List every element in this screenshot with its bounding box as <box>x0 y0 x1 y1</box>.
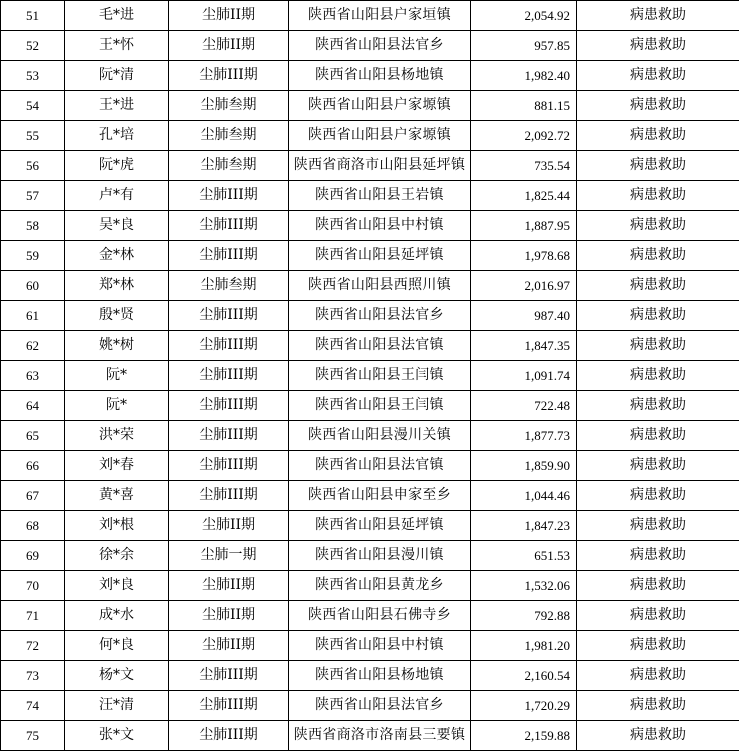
row-number-cell: 67 <box>1 481 65 511</box>
aid-type-cell: 病患救助 <box>577 541 739 571</box>
table-row <box>1 151 739 181</box>
row-number-cell: 56 <box>1 151 65 181</box>
recipient-name-cell: 汪*清 <box>65 691 169 721</box>
address-cell: 陕西省山阳县杨地镇 <box>289 661 471 691</box>
row-number-cell: 70 <box>1 571 65 601</box>
diagnosis-cell: 尘肺叁期 <box>169 271 289 301</box>
recipient-name-cell: 姚*树 <box>65 331 169 361</box>
aid-type-cell: 病患救助 <box>577 91 739 121</box>
address-cell: 陕西省山阳县王闫镇 <box>289 361 471 391</box>
recipient-name-cell: 刘*良 <box>65 571 169 601</box>
recipient-name-cell: 殷*贤 <box>65 301 169 331</box>
address-cell: 陕西省山阳县延坪镇 <box>289 241 471 271</box>
table-row <box>1 91 739 121</box>
amount-cell: 2,016.97 <box>471 271 577 301</box>
amount-cell: 1,847.23 <box>471 511 577 541</box>
diagnosis-cell: 尘肺II期 <box>169 631 289 661</box>
address-cell: 陕西省山阳县漫川关镇 <box>289 421 471 451</box>
table-row <box>1 601 739 631</box>
address-cell: 陕西省山阳县西照川镇 <box>289 271 471 301</box>
amount-cell: 2,054.92 <box>471 1 577 31</box>
row-number-cell: 71 <box>1 601 65 631</box>
amount-cell: 987.40 <box>471 301 577 331</box>
row-number-cell: 62 <box>1 331 65 361</box>
address-cell: 陕西省山阳县中村镇 <box>289 631 471 661</box>
recipient-name-cell: 张*文 <box>65 721 169 751</box>
row-number-cell: 65 <box>1 421 65 451</box>
address-cell: 陕西省山阳县户家垣镇 <box>289 1 471 31</box>
diagnosis-cell: 尘肺叁期 <box>169 121 289 151</box>
diagnosis-cell: 尘肺III期 <box>169 661 289 691</box>
amount-cell: 2,092.72 <box>471 121 577 151</box>
address-cell: 陕西省山阳县漫川镇 <box>289 541 471 571</box>
amount-cell: 651.53 <box>471 541 577 571</box>
diagnosis-cell: 尘肺III期 <box>169 61 289 91</box>
aid-type-cell: 病患救助 <box>577 241 739 271</box>
table-row <box>1 241 739 271</box>
aid-type-cell: 病患救助 <box>577 271 739 301</box>
row-number-cell: 63 <box>1 361 65 391</box>
amount-cell: 1,981.20 <box>471 631 577 661</box>
aid-type-cell: 病患救助 <box>577 211 739 241</box>
address-cell: 陕西省山阳县王岩镇 <box>289 181 471 211</box>
aid-type-cell: 病患救助 <box>577 301 739 331</box>
aid-type-cell: 病患救助 <box>577 181 739 211</box>
diagnosis-cell: 尘肺III期 <box>169 691 289 721</box>
row-number-cell: 66 <box>1 451 65 481</box>
recipient-name-cell: 阮*清 <box>65 61 169 91</box>
table-row <box>1 481 739 511</box>
address-cell: 陕西省商洛市山阳县延坪镇 <box>289 151 471 181</box>
recipient-name-cell: 黄*喜 <box>65 481 169 511</box>
table-row <box>1 61 739 91</box>
table-row <box>1 661 739 691</box>
aid-type-cell: 病患救助 <box>577 451 739 481</box>
amount-cell: 722.48 <box>471 391 577 421</box>
recipient-name-cell: 徐*余 <box>65 541 169 571</box>
row-number-cell: 55 <box>1 121 65 151</box>
recipient-name-cell: 毛*进 <box>65 1 169 31</box>
recipient-name-cell: 卢*有 <box>65 181 169 211</box>
address-cell: 陕西省山阳县法官乡 <box>289 31 471 61</box>
aid-type-cell: 病患救助 <box>577 331 739 361</box>
diagnosis-cell: 尘肺III期 <box>169 721 289 751</box>
amount-cell: 1,982.40 <box>471 61 577 91</box>
amount-cell: 792.88 <box>471 601 577 631</box>
amount-cell: 957.85 <box>471 31 577 61</box>
diagnosis-cell: 尘肺III期 <box>169 391 289 421</box>
address-cell: 陕西省山阳县户家塬镇 <box>289 121 471 151</box>
table-row <box>1 631 739 661</box>
address-cell: 陕西省商洛市洛南县三要镇 <box>289 721 471 751</box>
recipient-name-cell: 成*水 <box>65 601 169 631</box>
aid-type-cell: 病患救助 <box>577 691 739 721</box>
row-number-cell: 60 <box>1 271 65 301</box>
address-cell: 陕西省山阳县杨地镇 <box>289 61 471 91</box>
table-row <box>1 511 739 541</box>
table-row <box>1 391 739 421</box>
recipient-name-cell: 吴*良 <box>65 211 169 241</box>
row-number-cell: 69 <box>1 541 65 571</box>
table-row <box>1 421 739 451</box>
aid-type-cell: 病患救助 <box>577 31 739 61</box>
recipient-name-cell: 刘*春 <box>65 451 169 481</box>
table-row <box>1 361 739 391</box>
diagnosis-cell: 尘肺II期 <box>169 1 289 31</box>
aid-type-cell: 病患救助 <box>577 421 739 451</box>
table-row <box>1 31 739 61</box>
recipient-name-cell: 阮* <box>65 361 169 391</box>
recipient-name-cell: 王*怀 <box>65 31 169 61</box>
amount-cell: 881.15 <box>471 91 577 121</box>
recipient-name-cell: 刘*根 <box>65 511 169 541</box>
address-cell: 陕西省山阳县法官乡 <box>289 301 471 331</box>
row-number-cell: 57 <box>1 181 65 211</box>
address-cell: 陕西省山阳县户家塬镇 <box>289 91 471 121</box>
table-row <box>1 301 739 331</box>
row-number-cell: 59 <box>1 241 65 271</box>
table-body <box>1 1 739 751</box>
amount-cell: 1,859.90 <box>471 451 577 481</box>
aid-type-cell: 病患救助 <box>577 571 739 601</box>
table-row <box>1 541 739 571</box>
aid-type-cell: 病患救助 <box>577 511 739 541</box>
table-row <box>1 211 739 241</box>
aid-type-cell: 病患救助 <box>577 61 739 91</box>
aid-type-cell: 病患救助 <box>577 601 739 631</box>
aid-type-cell: 病患救助 <box>577 1 739 31</box>
aid-type-cell: 病患救助 <box>577 721 739 751</box>
amount-cell: 1,044.46 <box>471 481 577 511</box>
amount-cell: 1,877.73 <box>471 421 577 451</box>
diagnosis-cell: 尘肺II期 <box>169 601 289 631</box>
diagnosis-cell: 尘肺III期 <box>169 481 289 511</box>
amount-cell: 1,720.29 <box>471 691 577 721</box>
table-row <box>1 271 739 301</box>
address-cell: 陕西省山阳县法官镇 <box>289 451 471 481</box>
table-row <box>1 691 739 721</box>
table-row <box>1 571 739 601</box>
amount-cell: 2,159.88 <box>471 721 577 751</box>
address-cell: 陕西省山阳县黄龙乡 <box>289 571 471 601</box>
amount-cell: 735.54 <box>471 151 577 181</box>
address-cell: 陕西省山阳县石佛寺乡 <box>289 601 471 631</box>
address-cell: 陕西省山阳县申家至乡 <box>289 481 471 511</box>
row-number-cell: 64 <box>1 391 65 421</box>
recipient-name-cell: 郑*林 <box>65 271 169 301</box>
amount-cell: 1,532.06 <box>471 571 577 601</box>
recipient-name-cell: 何*良 <box>65 631 169 661</box>
diagnosis-cell: 尘肺III期 <box>169 421 289 451</box>
recipient-name-cell: 阮*虎 <box>65 151 169 181</box>
aid-type-cell: 病患救助 <box>577 151 739 181</box>
diagnosis-cell: 尘肺III期 <box>169 301 289 331</box>
table-row <box>1 181 739 211</box>
row-number-cell: 53 <box>1 61 65 91</box>
recipient-name-cell: 孔*培 <box>65 121 169 151</box>
table-row <box>1 121 739 151</box>
table-row <box>1 331 739 361</box>
diagnosis-cell: 尘肺叁期 <box>169 151 289 181</box>
recipient-name-cell: 杨*文 <box>65 661 169 691</box>
row-number-cell: 58 <box>1 211 65 241</box>
amount-cell: 1,887.95 <box>471 211 577 241</box>
diagnosis-cell: 尘肺III期 <box>169 181 289 211</box>
row-number-cell: 72 <box>1 631 65 661</box>
diagnosis-cell: 尘肺III期 <box>169 331 289 361</box>
row-number-cell: 52 <box>1 31 65 61</box>
amount-cell: 1,847.35 <box>471 331 577 361</box>
row-number-cell: 75 <box>1 721 65 751</box>
aid-type-cell: 病患救助 <box>577 631 739 661</box>
row-number-cell: 51 <box>1 1 65 31</box>
row-number-cell: 68 <box>1 511 65 541</box>
amount-cell: 1,091.74 <box>471 361 577 391</box>
table-row <box>1 1 739 31</box>
diagnosis-cell: 尘肺II期 <box>169 31 289 61</box>
address-cell: 陕西省山阳县法官乡 <box>289 691 471 721</box>
address-cell: 陕西省山阳县延坪镇 <box>289 511 471 541</box>
recipient-name-cell: 洪*荣 <box>65 421 169 451</box>
row-number-cell: 74 <box>1 691 65 721</box>
diagnosis-cell: 尘肺III期 <box>169 361 289 391</box>
address-cell: 陕西省山阳县中村镇 <box>289 211 471 241</box>
recipient-name-cell: 王*进 <box>65 91 169 121</box>
table-row <box>1 451 739 481</box>
aid-type-cell: 病患救助 <box>577 361 739 391</box>
amount-cell: 2,160.54 <box>471 661 577 691</box>
recipient-name-cell: 阮* <box>65 391 169 421</box>
diagnosis-cell: 尘肺III期 <box>169 211 289 241</box>
aid-type-cell: 病患救助 <box>577 481 739 511</box>
diagnosis-cell: 尘肺III期 <box>169 451 289 481</box>
aid-type-cell: 病患救助 <box>577 121 739 151</box>
amount-cell: 1,978.68 <box>471 241 577 271</box>
row-number-cell: 61 <box>1 301 65 331</box>
address-cell: 陕西省山阳县法官镇 <box>289 331 471 361</box>
diagnosis-cell: 尘肺II期 <box>169 571 289 601</box>
amount-cell: 1,825.44 <box>471 181 577 211</box>
diagnosis-cell: 尘肺II期 <box>169 511 289 541</box>
diagnosis-cell: 尘肺III期 <box>169 241 289 271</box>
row-number-cell: 73 <box>1 661 65 691</box>
aid-type-cell: 病患救助 <box>577 661 739 691</box>
table-row <box>1 721 739 751</box>
recipient-name-cell: 金*林 <box>65 241 169 271</box>
diagnosis-cell: 尘肺一期 <box>169 541 289 571</box>
aid-type-cell: 病患救助 <box>577 391 739 421</box>
row-number-cell: 54 <box>1 91 65 121</box>
diagnosis-cell: 尘肺叁期 <box>169 91 289 121</box>
address-cell: 陕西省山阳县王闫镇 <box>289 391 471 421</box>
